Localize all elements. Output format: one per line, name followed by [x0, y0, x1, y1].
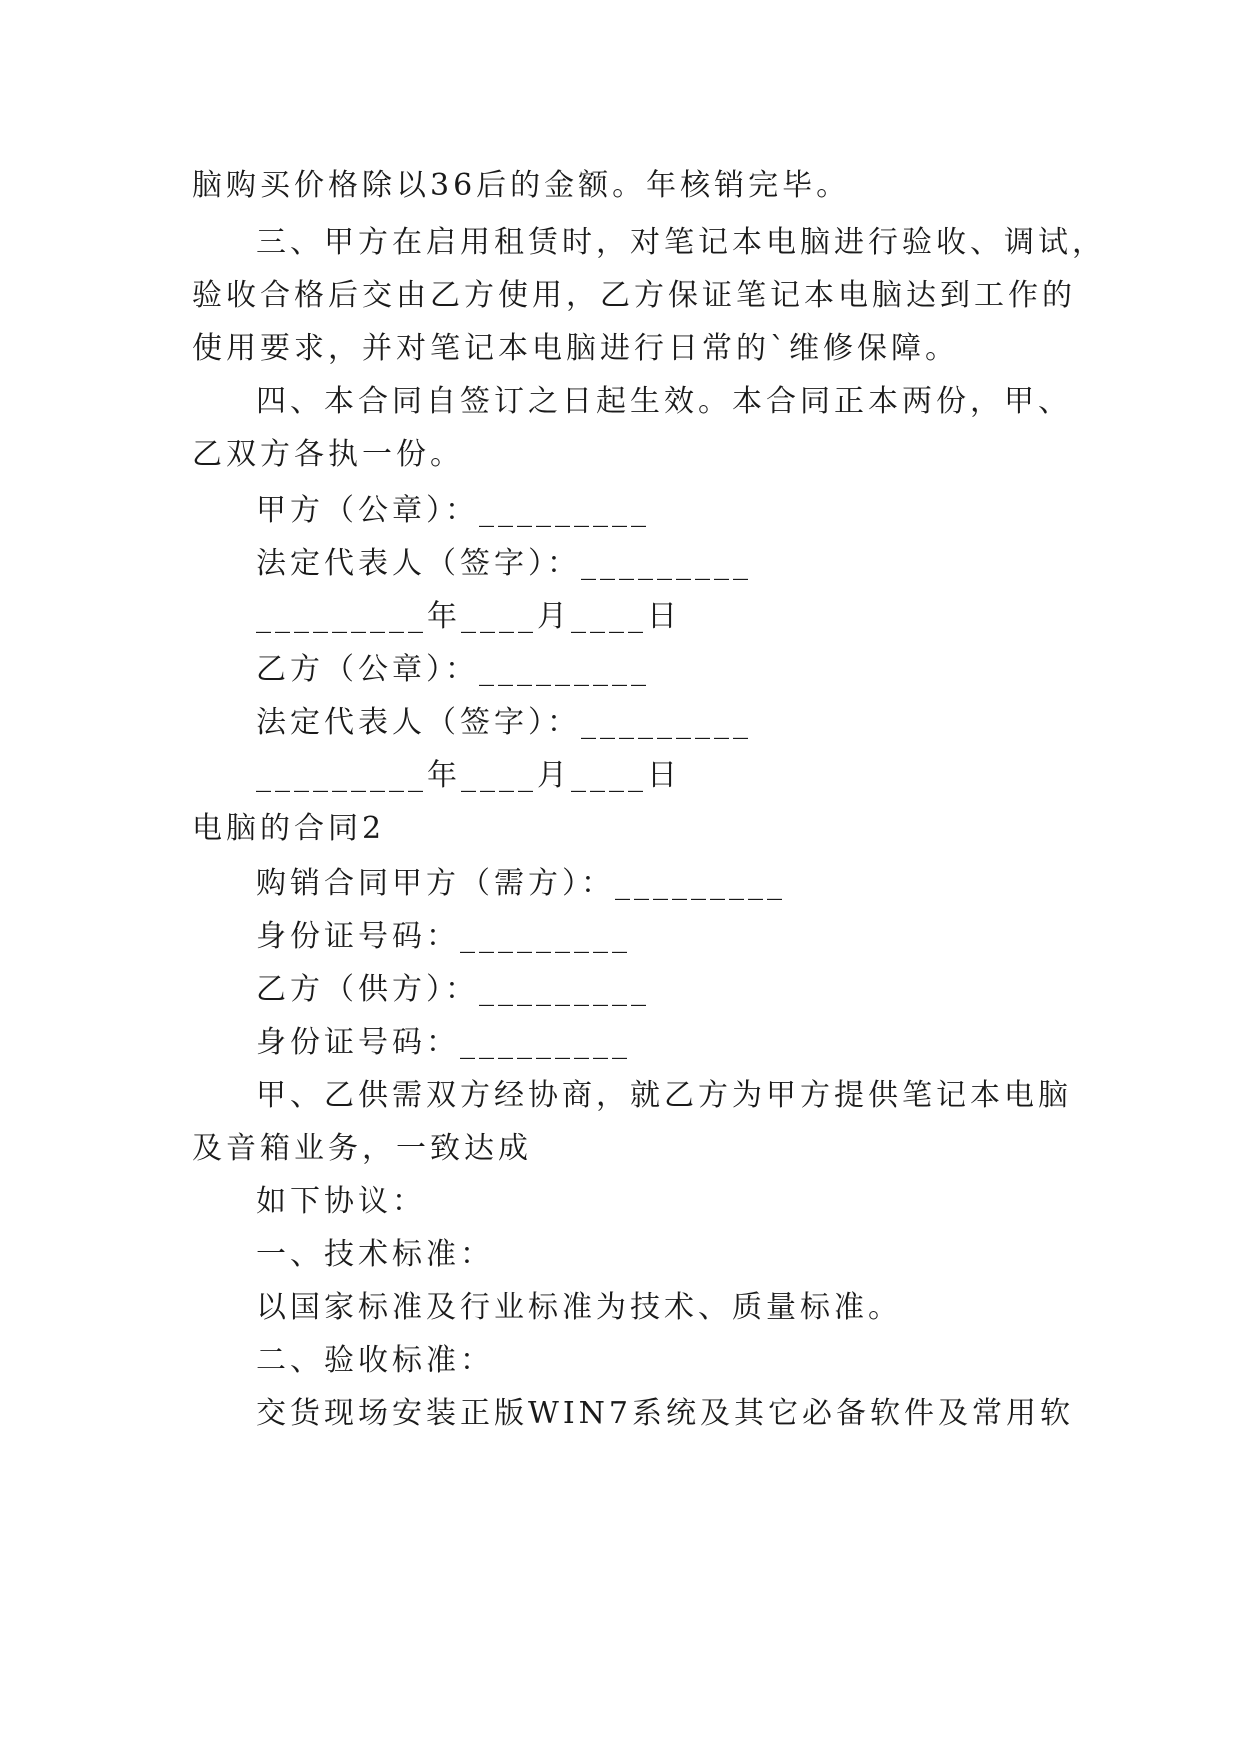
party-a-date: _________年____月____日	[256, 599, 681, 634]
text-line-2: 三、甲方在启用租赁时，对笔记本电脑进行验收、调试，	[256, 225, 1106, 260]
seller-id-number: 身份证号码：_________	[256, 1025, 631, 1060]
party-a-seal: 甲方（公章）：_________	[256, 493, 650, 528]
text-line-4: 使用要求，并对笔记本电脑进行日常的`维修保障。	[192, 331, 959, 366]
clause-1-body: 以国家标准及行业标准为技术、质量标准。	[256, 1290, 902, 1325]
party-b-seal: 乙方（公章）：_________	[256, 652, 650, 687]
text-line-18: 甲、乙供需双方经协商，就乙方为甲方提供笔记本电脑	[256, 1078, 1072, 1113]
text-line-20: 如下协议：	[256, 1184, 426, 1219]
clause-1-heading: 一、技术标准：	[256, 1237, 494, 1272]
text-line-19: 及音箱业务，一致达成	[192, 1131, 532, 1166]
section-heading: 电脑的合同2	[192, 811, 386, 846]
clause-2-body: 交货现场安装正版WIN7系统及其它必备软件及常用软	[256, 1396, 1075, 1431]
party-b-date: _________年____月____日	[256, 758, 681, 793]
text-line-3: 验收合格后交由乙方使用，乙方保证笔记本电脑达到工作的	[192, 278, 1076, 313]
text-line-1: 脑购买价格除以36后的金额。年核销完毕。	[192, 168, 851, 203]
party-b-representative: 法定代表人（签字）：_________	[256, 705, 752, 740]
text-line-5: 四、本合同自签订之日起生效。本合同正本两份，甲、	[256, 384, 1072, 419]
buyer-party: 购销合同甲方（需方）：_________	[256, 866, 786, 901]
party-a-representative: 法定代表人（签字）：_________	[256, 546, 752, 581]
seller-party: 乙方（供方）：_________	[256, 972, 650, 1007]
buyer-id-number: 身份证号码：_________	[256, 919, 631, 954]
text-line-6: 乙双方各执一份。	[192, 437, 464, 472]
clause-2-heading: 二、验收标准：	[256, 1343, 494, 1378]
